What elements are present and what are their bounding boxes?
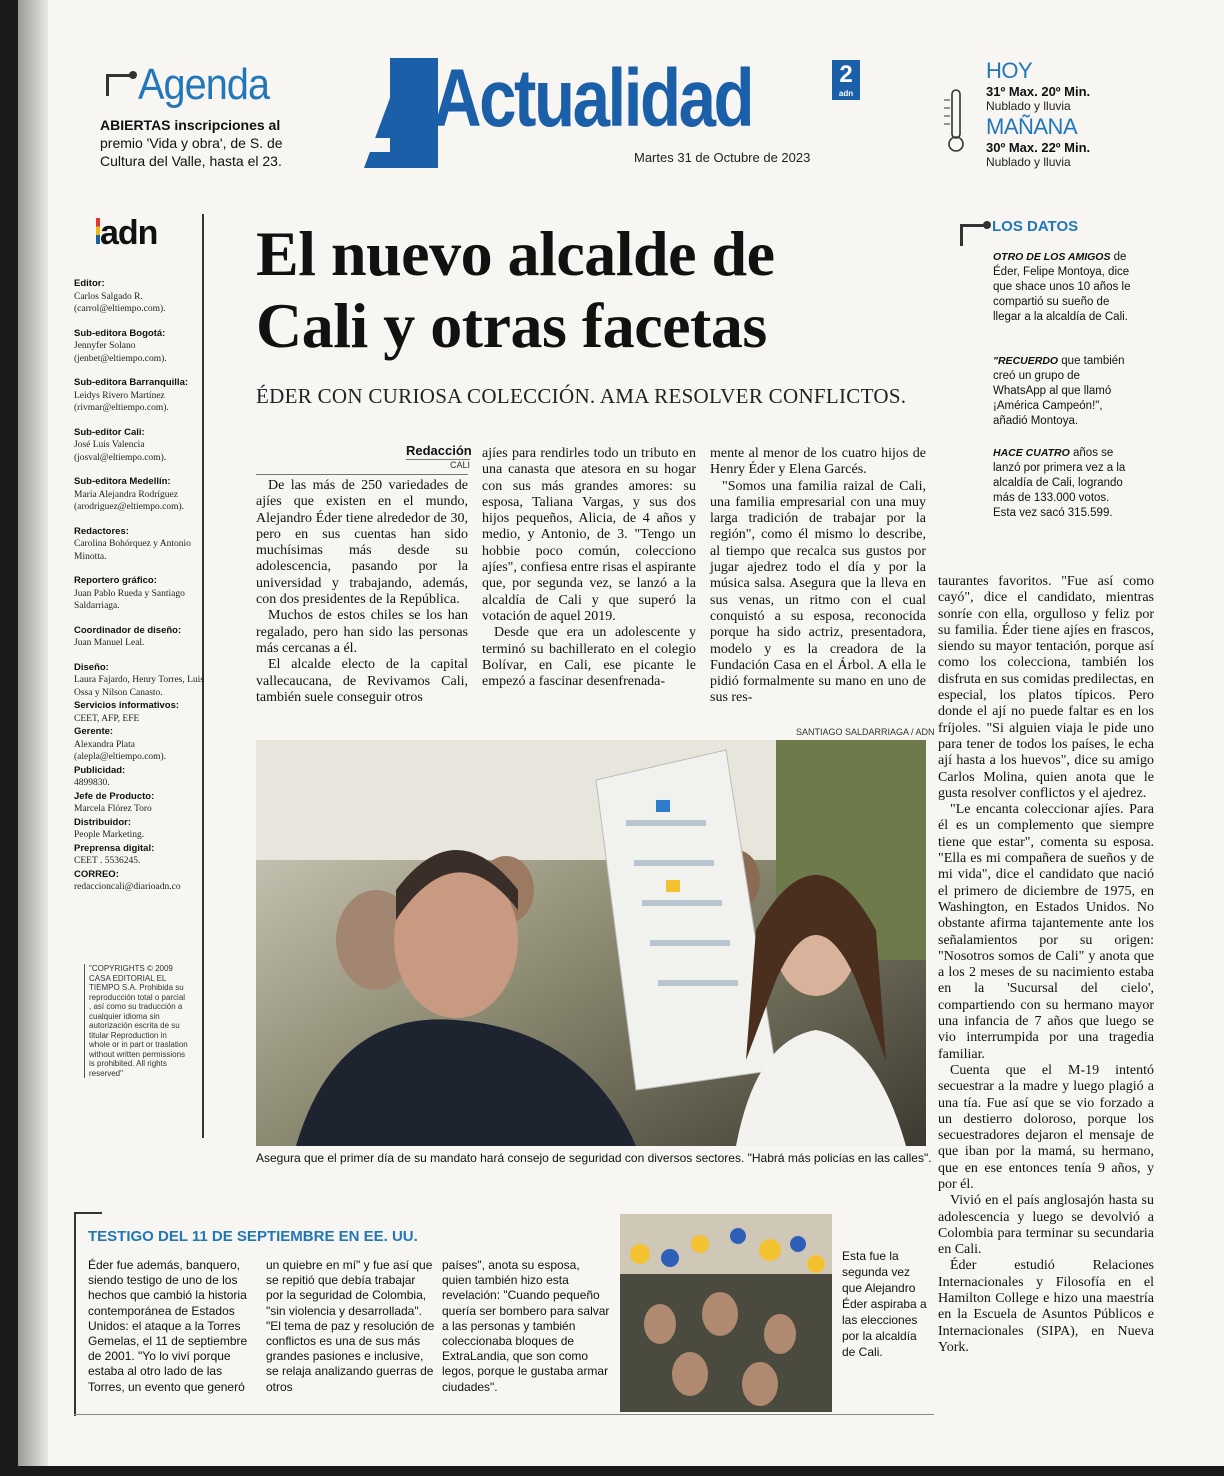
testigo-column-3: países", anota su esposa, quien también hizo esta revelación: "Cuando pequeño quería ser bombero para salvar a las personas y también coleccionaba bloques de ExtraLandia, que son como legos, porque le gustaba armar ciudades". [442,1258,610,1394]
staff-names: Juan Pablo Rueda y Santiago Saldarriaga. [74,588,185,611]
weather-tomorrow-label: MAÑANA [986,114,1078,139]
staff-role: Sub-editora Bogotá: [74,327,166,339]
paragraph: ajíes para rendirles todo un tributo en una canasta que atesora en su hogar con sus más grandes amores: su esposa, Taliana Vargas, y sus dos hijos pequeños, Alicia, de 4 años y medio, y Antonio, de 3. "Tengo un hobbie poco común, colecciono ajíes", confiesa entre risas el aspirante que, por segunda vez, se lanzó a la alcaldía de Cali y que superó la votación de aquel 2019. [482,446,696,624]
column-rule [256,474,468,475]
paragraph: Vivió en el país anglosajón hasta su adolescencia y luego se devolvió a Colombia para terminar su secundaria en Cali. [938,1193,1154,1258]
staff-names: María Alejandra Rodríguez (arodriguez@eltiempo.com). [74,489,185,512]
staff-names: 4899830. [74,778,110,788]
box-divider [74,1212,76,1416]
paragraph: mente al menor de los cuatro hijos de Henry Éder y Elena Garcés. [710,446,926,478]
staff-names: Laura Fajardo, Henry Torres, Luis Ossa y Nilson Canasto. [74,675,205,698]
paragraph: "Le encanta coleccionar ajíes. Para él es un complemento que siempre tiene que estar", comenta su esposa. "Ella es mi compañera de sueños y de mi vida", dice el candidato que nació el primero de diciembre de 1975, en Washington, en Estados Unidos. No obstante afirma tajantemente ante los señalamientos por su origen: "Nosotros somos de Cali" y anota que a los 2 meses de su nacimiento estaba en la 'Sucursal del cielo', compartiendo con su hermano mayor una infancia de 7 años que luego se vio interrumpida por una tragedia familiar. [938,802,1154,1062]
datos-item-lead: HACE CUATRO [993,447,1070,459]
weather-today-label: HOY [986,58,1033,83]
staff-names: CEET . 5536245. [74,856,141,866]
staff-role: Jefe de Producto: [74,790,155,802]
byline [406,443,470,470]
paragraph: taurantes favoritos. "Fue así como cayó", dice el candidato, mientras sonríe con ella, orgulloso y feliz por su familia. Éder tiene ajíes en frascos, siendo su mayor tentación, porque así como los colecciona, también los disfruta en sus comidas predilectas, en especial, los platos típicos. Pero donde el ají no puede faltar es en los fríjoles. "Si alguien viaja le pide uno para tener de todos los países, le echa ají hasta a los huevos", dice su amigo Carlos Molina, quien anota que le gusta resolver conflictos y el ajedrez. [938,574,1154,801]
weather-tomorrow [986,114,1090,169]
staff-role: Sub-editora Medellín: [74,476,171,487]
byline-author: Redacción [406,443,472,458]
staff-role: CORREO: [74,868,119,880]
staff-entry [74,575,208,613]
article-column-2 [482,446,696,690]
staff-entry [74,726,208,764]
staff-names: Leidys Rivero Martínez (rivmar@eltiempo.com). [74,390,169,413]
testigo-title: TESTIGO DEL 11 DE SEPTIEMBRE EN EE. UU. [88,1228,418,1245]
staff-entry [74,869,208,894]
testigo-column-1: Éder fue además, banquero, siendo testigo de uno de los hechos que cambió la historia contemporánea de Estados Unidos: el ataque a la Torres Gemelas, el 11 de septiembre de 2001. "Yo lo viví porque estaba al otro lado de las Torres, un evento que generó [88,1258,248,1394]
staff-entry [74,625,208,650]
staff-role: Reportero gráfico: [74,575,157,586]
staff-entry [74,791,208,816]
staff-names: Marcela Flórez Toro [74,804,152,814]
staff-entry [74,278,208,316]
staff-names: redaccioncali@diarioadn.co [74,882,181,892]
paragraph: El alcalde electo de la capital vallecaucana, de Revivamos Cali, también suele conseguir otros [256,657,468,705]
staff-names: Carlos Salgado R. (carrol@eltiempo.com). [74,291,166,314]
masthead-a-logo-icon [364,58,438,168]
paragraph: "Somos una familia raizal de Cali, una familia empresarial con una muy larga tradición de trabajar por la región", como él mismo lo describe, al tiempo que recalca sus gustos por jugar ajedrez todo el día y por la música salsa. Asegura que la lleva en sus venas, un ritmo con el cual conquistó a su esposa, reconocida porque ha sido actriz, presentadora, modelo y es la creadora de la Fundación Casa en el Árbol. A ella le pidió formalmente su mano en uno de sus res- [710,478,926,706]
staff-role: Preprensa digital: [74,842,155,854]
adn-logo: adn [100,214,158,252]
staff-entry [74,817,208,842]
staff-entry [74,765,208,790]
staff-entry [74,476,208,514]
datos-bracket-icon [960,224,986,246]
page-gutter-shadow [18,0,48,1466]
headline-line-2: Cali y otras facetas [256,290,767,361]
datos-item-text: que también creó un grupo de WhatsApp al que llamó ¡América Campeón!", añadió Montoya. [993,355,1125,427]
page-brand: adn [838,89,854,98]
section-title: Actualidad [433,53,753,144]
agenda-title: Agenda [138,60,270,109]
weather-today [986,58,1090,113]
staff-role: Gerente: [74,726,114,737]
paragraph: Éder estudió Relaciones Internacionales y Filosofía en el Hamilton College e hizo una maestría en la Escuela de Asuntos Públicos e Internacionales (SIPA), en Nueva York. [938,1258,1154,1355]
staff-names: Juan Manuel Leal. [74,638,145,648]
box-bottom-rule [74,1414,934,1415]
staff-role: Coordinador de diseño: [74,624,182,636]
newspaper-page [18,0,1224,1466]
staff-role: Redactores: [74,525,129,537]
agenda-bracket-icon [106,74,132,96]
datos-item-lead: OTRO DE LOS AMIGOS [993,251,1111,263]
paragraph: Muchos de estos chiles se los han regalado, pero han sido las personas más cercanas a él. [256,608,468,656]
article-subhead: ÉDER CON CURIOSA COLECCIÓN. AMA RESOLVER CONFLICTOS. [256,384,907,408]
celebration-photo [620,1214,832,1412]
main-photo [256,740,926,1146]
thermometer-icon [944,88,966,154]
weather-tomorrow-temp: 30º Max. 22º Min. [986,140,1091,155]
page-number: 2 [839,61,853,88]
article-column-4 [938,574,1154,1356]
staff-entry [74,843,208,868]
weather-today-desc: Nublado y lluvia [986,99,1071,113]
staff-entry [74,377,208,415]
staff-names: Jennyfer Solano (jenbet@eltiempo.com). [74,341,167,364]
agenda-body: premio 'Vida y obra', de S. de Cultura del Valle, hasta el 23. [100,135,283,169]
datos-item [993,354,1133,429]
paragraph: Desde que era un adolescente y terminó su bachillerato en el colegio Bolívar, en Cali, ese picante le empezó a fascinar desenfrenada- [482,625,696,690]
weather-today-temp: 31º Max. 20º Min. [986,84,1091,99]
photo-caption: Asegura que el primer día de su mandato hará consejo de seguridad con diversos sectores. "Habrá más policías en las calles". [256,1151,932,1165]
staff-names: Carolina Bohórquez y Antonio Minotta. [74,539,191,562]
box-divider [74,1212,102,1214]
staff-role: Diseño: [74,661,109,673]
staff-entry [74,700,208,725]
article-column-1 [256,478,468,706]
staff-role: Sub-editora Barranquilla: [74,377,189,388]
paragraph: Cuenta que el M-19 intentó secuestrar a la madre y luego plagió a una tía. Fue así que se vio forzado a un destierro doloroso, porque los secuestradores dejaron el mensaje de que iban por la mamá, su hermano, que en ese entonces tenía 9 años, y por él. [938,1062,1154,1192]
datos-item [993,250,1133,325]
article-column-3 [710,446,926,707]
celebration-photo-caption: Esta fue la segunda vez que Alejandro Éder aspiraba a las elecciones por la alcaldía de Cali. [842,1249,927,1359]
staff-names: José Luis Valencia (josval@eltiempo.com). [74,440,167,463]
staff-names: Alexandra Plata (alepla@eltiempo.com). [74,739,167,762]
article-headline [256,218,956,362]
edition-date: Martes 31 de Octubre de 2023 [634,150,811,165]
datos-item-lead: "RECUERDO [993,355,1059,367]
datos-item-text: años se lanzó por primera vez a la alcaldía de Cali, logrando más de 133.000 votos. Esta vez sacó 315.599. [993,447,1126,519]
testigo-column-2: un quiebre en mí" y fue así que se repitió que debía trabajar por la seguridad de Colombia, "sin violencia y desarrollada". "El tema de paz y resolución de conflictos es una de sus más grandes pasiones e inclusive, se relaja analizando guerras de otros [266,1258,435,1394]
datos-item-text: de Éder, Felipe Montoya, dice que shace unos 10 años le compartió su sueño de llegar a la alcaldía de Cali. [993,251,1131,323]
byline-location: CALI [406,459,470,470]
staff-names: CEET, AFP, EFE [74,713,140,724]
datos-item [993,446,1133,521]
copyright-notice: "COPYRIGHTS © 2009 CASA EDITORIAL EL TIEMPO S.A. Prohibida su reproducción total o parcial , así como su traducción a cualquier idioma sin autorización escrita de su titular Reproduction in whole or in part or traslation without written permissions is prohibited. All rights reserved" [84,964,188,1078]
weather-tomorrow-desc: Nublado y lluvia [986,155,1071,169]
agenda-lead: ABIERTAS inscripciones al [100,117,281,133]
staff-role: Distribuidor: [74,816,131,828]
agenda-text [100,116,320,170]
staff-role: Sub-editor Cali: [74,426,145,438]
staff-entry [74,427,208,465]
staff-names: People Marketing. [74,830,145,840]
staff-box [74,278,208,895]
photo-credit: SANTIAGO SALDARRIAGA / ADN [796,727,935,737]
staff-role: Servicios informativos: [74,700,180,711]
staff-role: Publicidad: [74,764,126,776]
page-number-badge [832,60,860,100]
paragraph: De las más de 250 variedades de ajíes que existen en el mundo, Alejandro Éder tiene alrededor de 30, pero en sus cuentas han sido muchísimas más desde su adolescencia, pasando por la universidad y trabajando, además, con dos presidentes de la República. [256,478,468,608]
datos-title: LOS DATOS [992,218,1079,235]
staff-entry [74,328,208,366]
headline-line-1: El nuevo alcalde de [256,218,775,289]
staff-role: Editor: [74,278,105,289]
staff-entry [74,662,208,700]
staff-entry [74,526,208,564]
